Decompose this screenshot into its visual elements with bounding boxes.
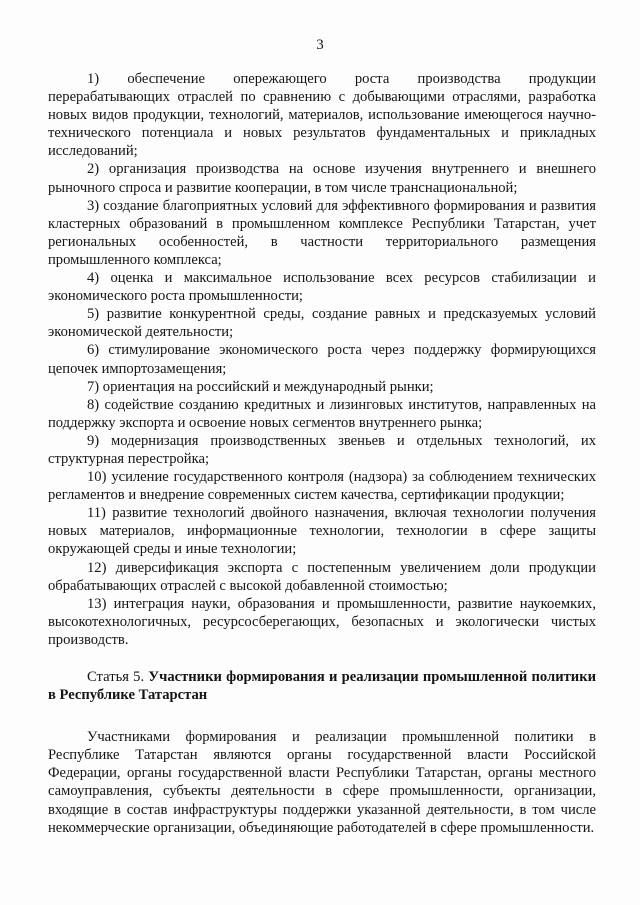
list-item-10: 10) усиление государственного контроля (надзора) за соблюдением технических регламентов и внедрение современных систем качества, сертификации продукции;: [48, 469, 596, 504]
document-body: [48, 70, 596, 837]
list-item-12: 12) диверсификация экспорта с постепенным увеличением доли продукции обрабатывающих отраслей с высокой добавленной стоимостью;: [48, 559, 596, 594]
article-heading: [48, 668, 596, 704]
list-item-13: 13) интеграция науки, образования и промышленности, развитие наукоемких, высокотехнологичных, ресурсосберегающих, безопасных и экологически чистых производств.: [48, 595, 596, 648]
list-item-2: 2) организация производства на основе изучения внутреннего и внешнего рыночного спроса и развитие кооперации, в том числе транснациональной;: [48, 161, 596, 196]
list-item-1: 1) обеспечение опережающего роста производства продукции перерабатывающих отраслей по сравнению с добывающими отраслями, разработка новых видов продукции, технологий, материалов, использование имеющегося научно-технического потенциала и новых результатов фундаментальных и прикладных исследований;: [48, 71, 596, 160]
article-body: Участниками формирования и реализации промышленной политики в Республике Татарстан являются органы государственной власти Российской Федерации, органы государственной власти Республики Татарстан, органы местного самоуправления, субъекты деятельности в сфере промышленности, организации, входящие в состав инфраструктуры поддержки указанной деятельности, в том числе некоммерческие организации, объединяющие работодателей в сфере промышленности.: [48, 729, 596, 836]
list-item-9: 9) модернизация производственных звеньев и отдельных технологий, их структурная перестройка;: [48, 432, 596, 467]
article-number: Статья 5.: [87, 669, 149, 685]
list-item-6: 6) стимулирование экономического роста через поддержку формирующихся цепочек импортозамещения;: [48, 342, 596, 377]
list-item-11: 11) развитие технологий двойного назначения, включая технологии получения новых материалов, информационные технологии, технологии в сфере защиты окружающей среды и иные технологии;: [48, 505, 596, 558]
list-item-5: 5) развитие конкурентной среды, создание равных и предсказуемых условий экономической деятельности;: [48, 306, 596, 341]
list-item-3: 3) создание благоприятных условий для эффективного формирования и развития кластерных образований в промышленном комплексе Республики Татарстан, учет региональных особенностей, в частности территориального размещения промышленного комплекса;: [48, 197, 596, 268]
list-item-4: 4) оценка и максимальное использование всех ресурсов стабилизации и экономического роста промышленности;: [48, 270, 596, 305]
article-title: Участники формирования и реализации промышленной политики в Республике Татарстан: [48, 669, 597, 704]
page-number: 3: [316, 37, 324, 53]
list-item-7: 7) ориентация на российский и международный рынки;: [87, 378, 434, 395]
list-item-8: 8) содействие созданию кредитных и лизинговых институтов, направленных на поддержку экспорта и освоение новых сегментов внутреннего рынка;: [48, 396, 596, 431]
